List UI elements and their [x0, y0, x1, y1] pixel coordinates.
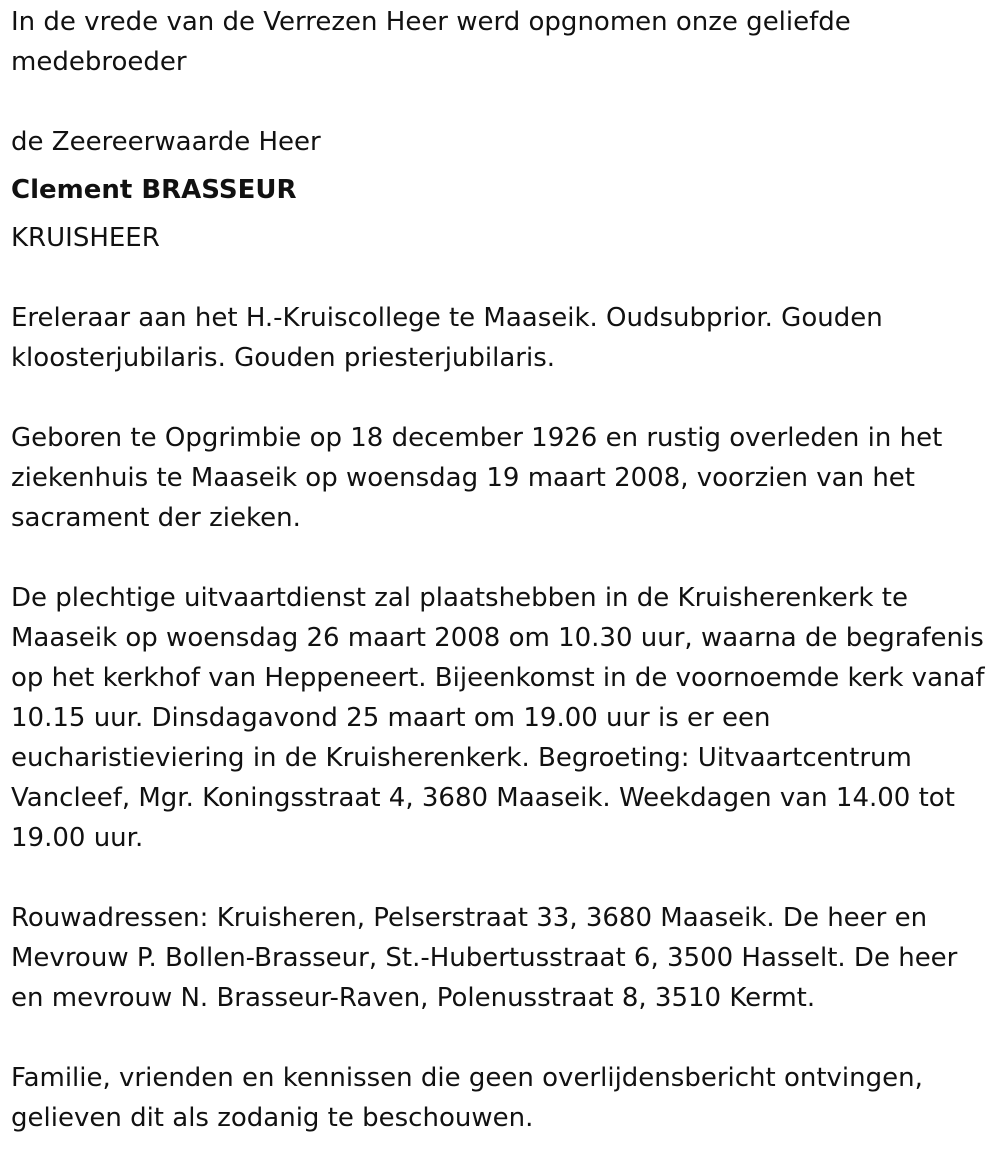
religious-order: KRUISHEER — [11, 223, 160, 253]
intro-paragraph: In de vrede van de Verrezen Heer werd opgnomen onze geliefde medebroeder — [11, 7, 851, 77]
deceased-name: Clement BRASSEUR — [11, 175, 297, 205]
honors-paragraph: Ereleraar aan het H.-Kruiscollege te Maaseik. Oudsubprior. Gouden kloosterjubilaris. Gouden priesterjubilaris. — [11, 303, 883, 373]
closing-paragraph: Familie, vrienden en kennissen die geen overlijdensbericht ontvingen, gelieven dit als zodanig te beschouwen. — [11, 1063, 923, 1133]
funeral-paragraph: De plechtige uitvaartdienst zal plaatshebben in de Kruisherenkerk te Maaseik op woensdag 26 maart 2008 om 10.30 uur, waarna de begrafenis op het kerkhof van Heppeneert. Bijeenkomst in de voornoemde kerk vanaf 10.15 uur. Dinsdagavond 25 maart om 19.00 uur is er een eucharistieviering in de Kruisherenkerk. Begroeting: Uitvaartcentrum Vancleef, Mgr. Koningsstraat 4, 3680 Maaseik. Weekdagen van 14.00 tot 19.00 uur. — [11, 583, 985, 853]
honorific-title: de Zeereerwaarde Heer — [11, 127, 321, 157]
birth-death-paragraph: Geboren te Opgrimbie op 18 december 1926 en rustig overleden in het ziekenhuis te Maaseik op woensdag 19 maart 2008, voorzien van het sacrament der zieken. — [11, 423, 943, 533]
addresses-paragraph: Rouwadressen: Kruisheren, Pelserstraat 33, 3680 Maaseik. De heer en Mevrouw P. Bollen-Brasseur, St.-Hubertusstraat 6, 3500 Hasselt. De heer en mevrouw N. Brasseur-Raven, Polenusstraat 8, 3510 Kermt. — [11, 903, 958, 1013]
